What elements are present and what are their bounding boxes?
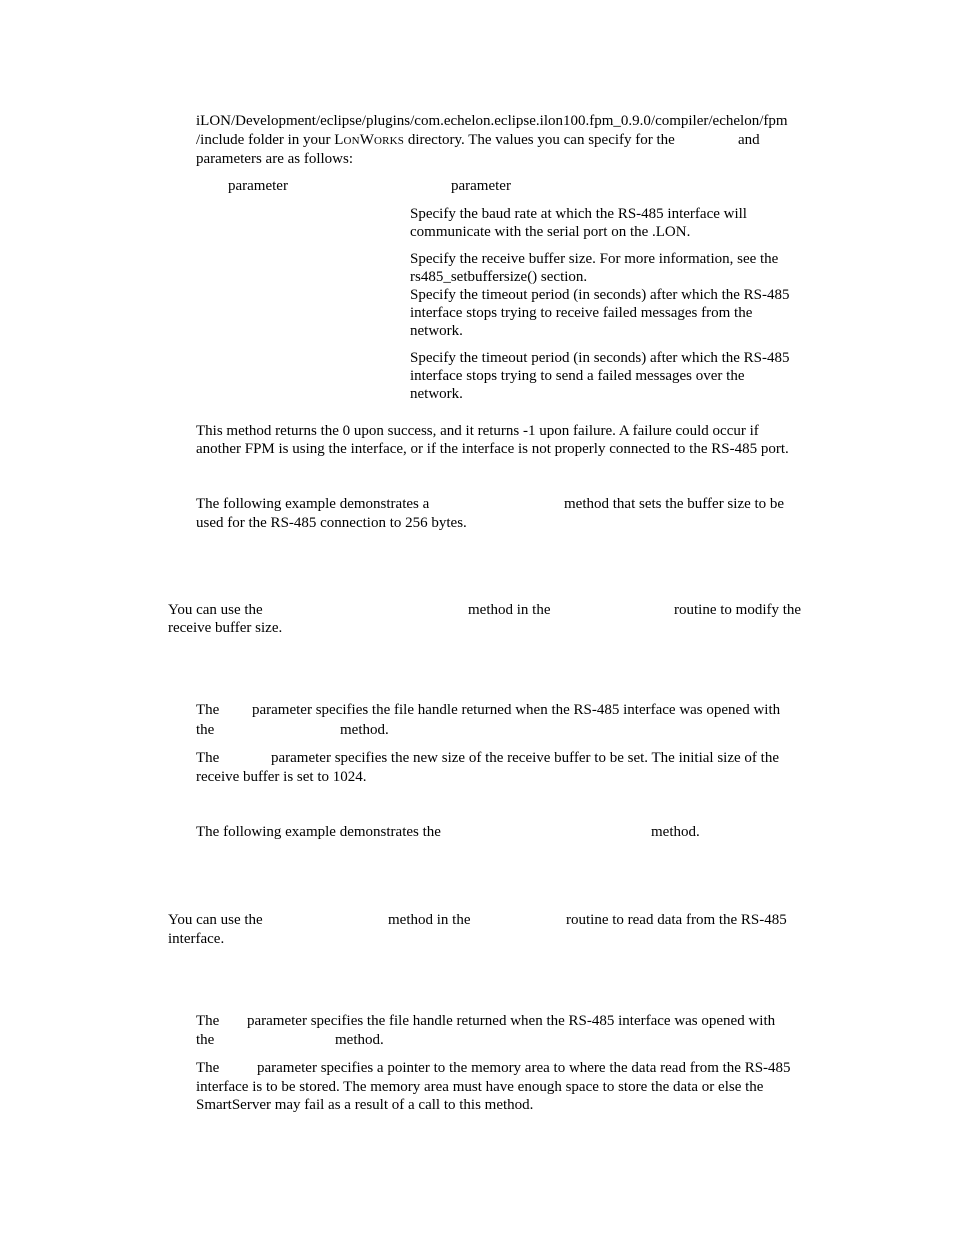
intro-text: /include folder in your L: [196, 132, 344, 148]
table-row-1-line-2: communicate with the serial port on the .LON.: [410, 224, 691, 240]
setbuffersize-param1-c: the: [196, 722, 215, 738]
intro-and: and: [738, 132, 760, 148]
table-row-4-line-3: network.: [410, 386, 463, 402]
setbuffersize-param1-b: parameter specifies the file handle returned when the RS-485 interface was opened with: [252, 702, 781, 718]
example1-line-1b: method that sets the buffer size to be: [564, 496, 785, 512]
setbuffersize-param1-a: The: [196, 702, 220, 718]
lonworks-cap: W: [359, 132, 374, 148]
intro-text: directory. The values you can specify for the: [404, 132, 675, 148]
table-row-1-line-1: Specify the baud rate at which the RS-485 interface will: [410, 206, 747, 222]
return-line-1: This method returns the 0 upon success, and it returns -1 upon failure. A failure could occur if: [196, 423, 759, 439]
table-header-left: parameter: [228, 178, 288, 194]
table-header-right: parameter: [451, 178, 511, 194]
read-param2-a: The: [196, 1060, 220, 1076]
table-row-3-line-1: Specify the timeout period (in seconds) after which the RS-485: [410, 287, 790, 303]
setbuffersize-intro-a: You can use the: [168, 602, 263, 618]
table-row-3-line-2: interface stops trying to receive failed messages from the: [410, 305, 753, 321]
table-row-4-line-1: Specify the timeout period (in seconds) after which the RS-485: [410, 350, 790, 366]
read-param2-b: parameter specifies a pointer to the memory area to where the data read from the RS-485: [257, 1060, 791, 1076]
read-param2-d: SmartServer may fail as a result of a call to this method.: [196, 1097, 534, 1113]
setbuffersize-param1-d: method.: [340, 722, 389, 738]
lonworks-smallcaps: ORKS: [373, 135, 405, 147]
read-param1-d: method.: [335, 1032, 384, 1048]
table-row-2-line-1: Specify the receive buffer size. For more information, see the: [410, 251, 779, 267]
intro-line-2: [196, 131, 675, 150]
table-row-2-line-2: rs485_setbuffersize() section.: [410, 269, 588, 285]
intro-line-3: parameters are as follows:: [196, 151, 354, 167]
lonworks-smallcaps: ON: [343, 135, 360, 147]
read-param2-c: interface is to be stored. The memory area must have enough space to store the data or else the: [196, 1079, 764, 1095]
table-row-3-line-3: network.: [410, 323, 463, 339]
read-intro-a: You can use the: [168, 912, 263, 928]
read-intro-c: routine to read data from the RS-485: [566, 912, 787, 928]
example1-line-2: used for the RS-485 connection to 256 bytes.: [196, 515, 467, 531]
setbuffersize-intro-c: routine to modify the: [674, 602, 802, 618]
setbuffersize-example-b: method.: [651, 824, 700, 840]
intro-line-1: iLON/Development/eclipse/plugins/com.echelon.eclipse.ilon100.fpm_0.9.0/compiler/echelon/fpm: [196, 113, 788, 129]
read-param1-b: parameter specifies the file handle returned when the RS-485 interface was opened with: [247, 1013, 776, 1029]
setbuffersize-example-a: The following example demonstrates the: [196, 824, 441, 840]
table-row-4-line-2: interface stops trying to send a failed messages over the: [410, 368, 745, 384]
setbuffersize-param2-a: The: [196, 750, 220, 766]
setbuffersize-intro-line-2: receive buffer size.: [168, 620, 283, 636]
read-param1-c: the: [196, 1032, 215, 1048]
return-line-2: another FPM is using the interface, or if the interface is not properly connected to the RS-485 port.: [196, 441, 789, 457]
setbuffersize-param2-b: parameter specifies the new size of the receive buffer to be set. The initial size of the: [271, 750, 779, 766]
setbuffersize-intro-b: method in the: [468, 602, 551, 618]
read-param1-a: The: [196, 1013, 220, 1029]
setbuffersize-param2-c: receive buffer is set to 1024.: [196, 769, 367, 785]
read-intro-b: method in the: [388, 912, 471, 928]
example1-line-1a: The following example demonstrates a: [196, 496, 430, 512]
read-intro-line-2: interface.: [168, 931, 225, 947]
